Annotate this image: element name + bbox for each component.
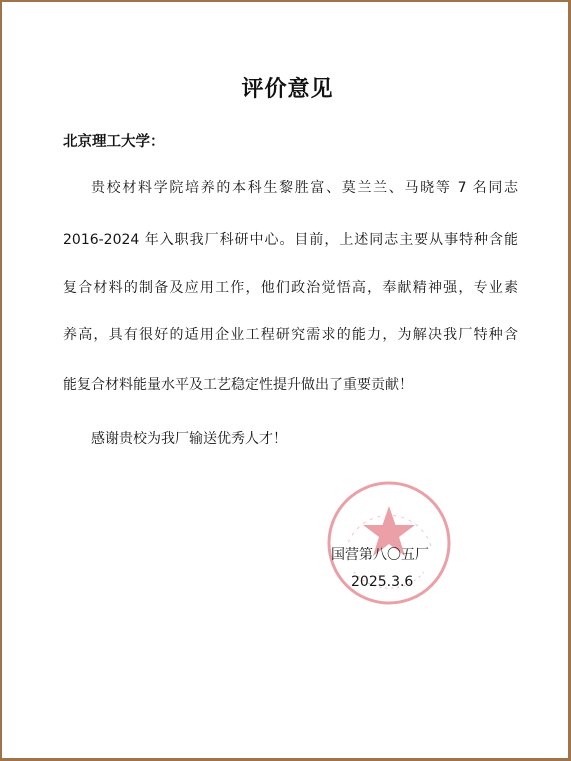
document-title: 评价意见 xyxy=(241,77,334,102)
body-line-4: 养高，具有很好的适用企业工程研究需求的能力，为解决我厂特种含 xyxy=(63,327,518,343)
body-line-5: 能复合材料能量水平及工艺稳定性提升做出了重要贡献！ xyxy=(63,377,413,393)
body-line-3: 复合材料的制备及应用工作，他们政治觉悟高，奉献精神强，专业素 xyxy=(63,280,518,296)
body-line-2: 2016-2024 年入职我厂科研中心。目前，上述同志主要从事特种含能 xyxy=(63,232,518,248)
salutation: 北京理工大学： xyxy=(63,134,165,150)
signature-date: 2025.3.6 xyxy=(351,574,414,590)
body-line-1: 贵校材料学院培养的本科生黎胜富、莫兰兰、马晓等 7 名同志 xyxy=(91,180,518,196)
signer-name: 国营第八〇五厂 xyxy=(331,547,429,563)
thanks-line: 感谢贵校为我厂输送优秀人才！ xyxy=(91,431,287,447)
